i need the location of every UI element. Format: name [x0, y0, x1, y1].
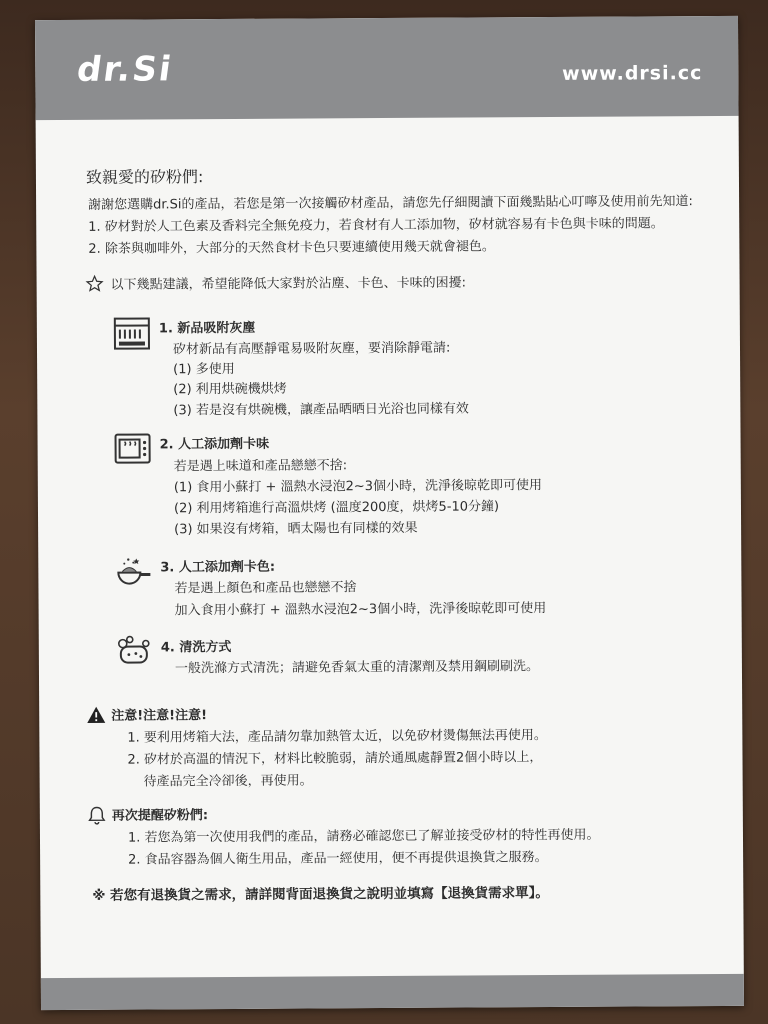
section-line: 矽材新品有高壓靜電易吸附灰塵，要消除靜電請:	[172, 340, 451, 358]
exchange-note: ※ 若您有退換貨之需求，請詳閱背面退換貨之說明並填寫【退換貨需求單】。	[92, 885, 549, 904]
section-line: (2) 利用烤箱進行高溫烘烤 (溫度200度，烘烤5-10分鐘)	[173, 499, 500, 517]
section-line: (3) 若是沒有烘碗機，讓產品晒晒日光浴也同樣有效	[173, 401, 469, 419]
oven-icon	[113, 431, 151, 465]
section-title: 4. 清洗方式	[160, 639, 232, 656]
website-url: www.drsi.cc	[562, 62, 703, 85]
warning-line: 1. 要利用烤箱大法，產品請勿靠加熱管太近，以免矽材燙傷無法再使用。	[127, 728, 547, 746]
header-band	[35, 16, 739, 120]
sponge-bubbles-icon	[115, 634, 153, 668]
warning-icon	[85, 705, 107, 725]
bell-icon	[86, 804, 108, 826]
baking-soda-scoop-icon	[114, 554, 152, 588]
star-outline-icon	[83, 272, 107, 296]
section-title: 1. 新品吸附灰塵	[158, 320, 256, 337]
greeting: 致親愛的矽粉們:	[85, 167, 204, 187]
section-line: 加入食用小蘇打 + 溫熱水浸泡2~3個小時，洗淨後晾乾即可使用	[174, 601, 547, 619]
section-line: (2) 利用烘碗機烘烤	[173, 381, 287, 398]
instruction-leaflet	[35, 16, 744, 1010]
reminder-line: 1. 若您為第一次使用我們的產品，請務必確認您已了解並接受矽材的特性再使用。	[127, 827, 600, 846]
warning-line: 2. 矽材於高溫的情況下，材料比較脆弱，請於通風處靜置2個小時以上，	[127, 750, 543, 768]
warning-line: 待產品完全冷卻後，再使用。	[143, 773, 313, 790]
dishwasher-icon	[113, 316, 151, 350]
footer-band	[41, 974, 744, 1010]
section-line: 一般洗滌方式清洗；請避免香氣太重的清潔劑及禁用鋼刷刷洗。	[174, 659, 540, 677]
reminder-line: 2. 食品容器為個人衛生用品，產品一經使用，便不再提供退換貨之服務。	[128, 850, 548, 868]
reminder-title: 再次提醒矽粉們:	[111, 808, 209, 824]
section-line: (1) 多使用	[173, 361, 235, 378]
section-line: 若是遇上顏色和產品也戀戀不捨	[174, 580, 357, 597]
intro-lead: 謝謝您選購dr.Si的產品，若您是第一次接觸矽材產品，請您先仔細閱讀下面幾點貼心叮嚀及使用前先知道:	[88, 194, 693, 213]
advice-intro: 以下幾點建議，希望能降低大家對於沾塵、卡色、卡味的困擾:	[110, 275, 467, 293]
section-line: 若是遇上味道和產品戀戀不捨:	[173, 458, 348, 475]
brand-logo: dr.Si	[74, 49, 176, 90]
intro-point: 2. 除茶與咖啡外，大部分的天然食材卡色只要連續使用幾天就會褪色。	[88, 239, 495, 257]
section-line: (3) 如果沒有烤箱，晒太陽也有同樣的效果	[174, 520, 418, 538]
section-line: (1) 食用小蘇打 + 溫熱水浸泡2~3個小時，洗淨後晾乾即可使用	[173, 478, 543, 496]
section-title: 3. 人工添加劑卡色:	[160, 559, 276, 576]
section-title: 2. 人工添加劑卡味	[159, 436, 270, 453]
warning-title: 注意!注意!注意!	[111, 708, 208, 724]
intro-point: 1. 矽材對於人工色素及香料完全無免疫力，若食材有人工添加物，矽材就容易有卡色與卡味的問題。	[88, 216, 664, 235]
